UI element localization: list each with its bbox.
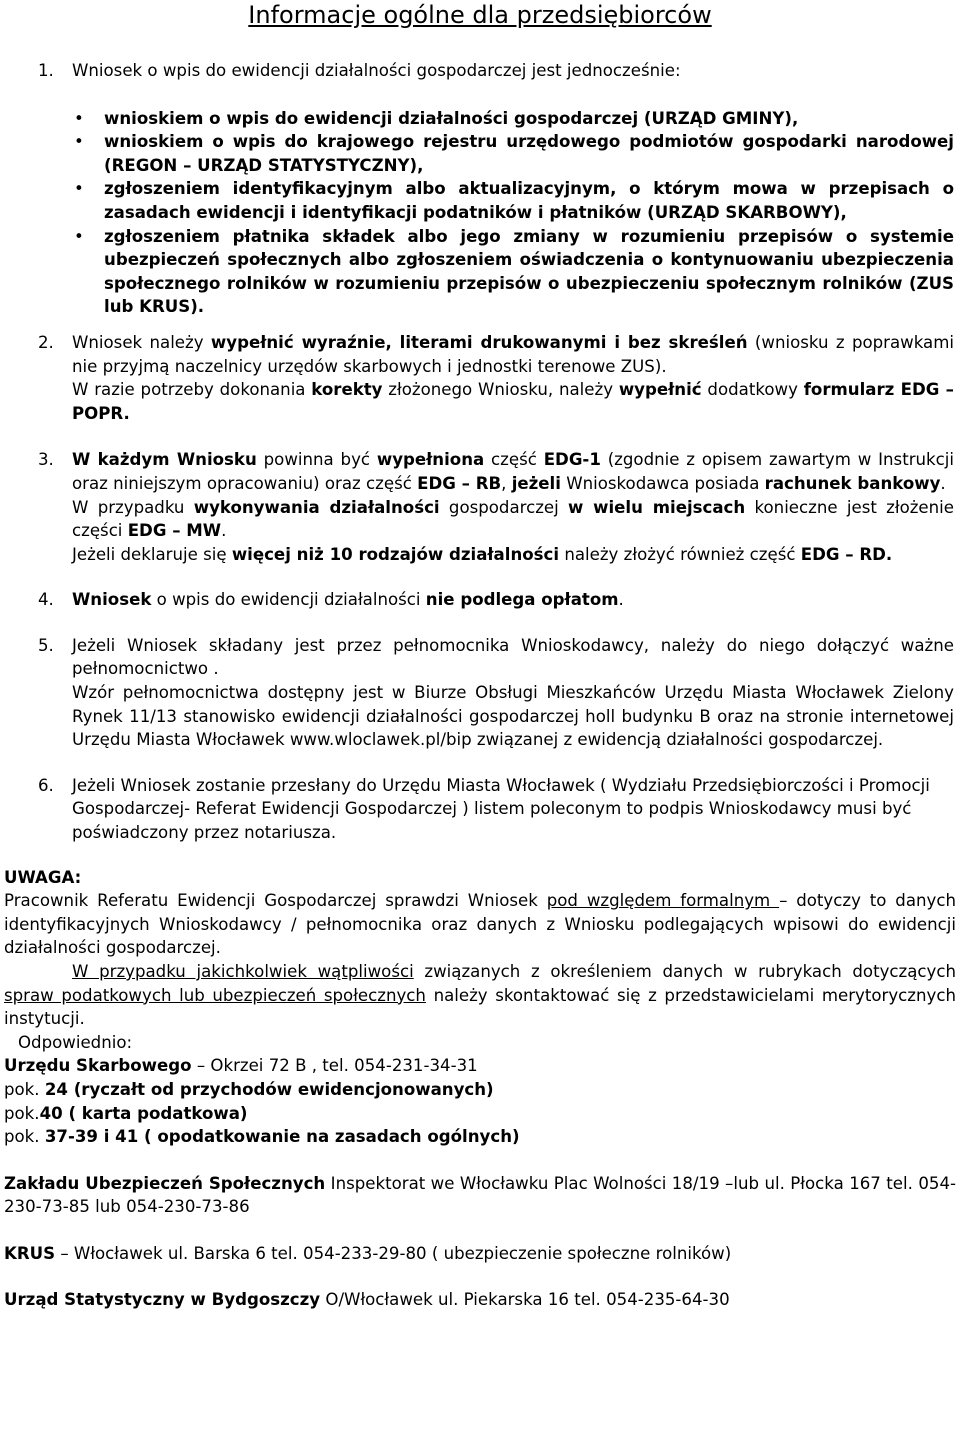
bullet-item: • wnioskiem o wpis do krajowego rejestru urzędowego podmiotów gospodarki narodowej (REGON – URZĄD STATYSTYCZNY), (74, 132, 954, 175)
section-number: 3. (38, 450, 54, 470)
uwaga-block (4, 866, 956, 1055)
uwaga-para-2: W przypadku jakichkolwiek wątpliwości związanych z określeniem danych w rubrykach dotyczących spraw podatkowych lub ubezpieczeń społecznych należy skontaktować się z przedstawicielami merytorycznych instytucji. (4, 962, 956, 1029)
bullet-dot-icon: • (74, 226, 84, 246)
page-title: Informacje ogólne dla przedsiębiorców (248, 1, 712, 29)
section-3-para-2: W przypadku wykonywania działalności gospodarczej w wielu miejscach konieczne jest złożenie części EDG – MW. (72, 497, 954, 541)
section-4-para: Wniosek o wpis do ewidencji działalności nie podlega opłatom. (72, 590, 624, 610)
uwaga-heading: UWAGA: (4, 867, 82, 887)
contact-pok-2: pok.40 ( karta podatkowa) (4, 1103, 248, 1123)
section-number: 2. (38, 332, 54, 352)
section-6-para: Jeżeli Wniosek zostanie przesłany do Urzędu Miasta Włocławek ( Wydziału Przedsiębiorczości i Promocji Gospodarczej- Referat Ewidencji Gospodarczej ) listem poleconym to podpis Wnioskodawcy musi być poświadczony przez notariusza. (72, 775, 930, 843)
bullet-item: • wnioskiem o wpis do ewidencji działalności gospodarczej (URZĄD GMINY), (4, 107, 956, 131)
section-6 (4, 774, 956, 845)
section-4 (4, 588, 956, 612)
section-number: 6. (38, 775, 54, 795)
bullet-dot-icon: • (74, 132, 84, 152)
contact-krus: KRUS – Włocławek ul. Barska 6 tel. 054-233-29-80 ( ubezpieczenie społeczne rolników) (4, 1243, 732, 1263)
uwaga-odpowiednio: Odpowiednio: (18, 1032, 133, 1052)
bullet-item: • zgłoszeniem płatnika składek albo jego zmiany w rozumieniu przepisów o systemie ubezpieczeń społecznych albo zgłoszeniem oświadczenia o kontynuowaniu ubezpieczenia społecznego rolników w rozumieniu przepisów o ubezpieczeniu społecznym rolników (ZUS lub KRUS). (74, 226, 954, 317)
contact-us: Urzędu Skarbowego – Okrzei 72 B , tel. 054-231-34-31 (4, 1056, 478, 1076)
uwaga-para-1: Pracownik Referatu Ewidencji Gospodarczej sprawdzi Wniosek pod względem formalnym – dotyczy to danych identyfikacyjnych Wnioskodawcy / pełnomocnika oraz danych z Wniosku podlegających wpisowi do ewidencji działalności gospodarczej. (4, 891, 956, 958)
section-1-intro: Wniosek o wpis do ewidencji działalności gospodarczej jest jednocześnie: (72, 61, 681, 80)
section-3-para-3: Jeżeli deklaruje się więcej niż 10 rodzajów działalności należy złożyć również część EDG – RD. (72, 544, 893, 564)
section-5 (4, 634, 956, 752)
section-2-para-1: Wniosek należy wypełnić wyraźnie, literami drukowanymi i bez skreśleń (wniosku z poprawkami nie przyjmą naczelnicy urzędów skarbowych i jednostki terenowe ZUS). (72, 332, 954, 376)
bullet-dot-icon: • (74, 108, 84, 128)
section-number: 1. (38, 61, 54, 80)
bullet-dot-icon: • (74, 179, 84, 199)
contacts-block (4, 1054, 956, 1311)
section-number: 5. (38, 635, 54, 655)
contact-zus: Zakładu Ubezpieczeń Społecznych Inspektorat we Włocławku Plac Wolności 18/19 –lub ul. Płocka 167 tel. 054-230-73-85 lub 054-230-73-86 (4, 1173, 956, 1217)
section-5-para-1: Jeżeli Wniosek składany jest przez pełnomocnika Wnioskodawcy, należy do niego dołączyć ważne pełnomocnictwo . (72, 635, 954, 679)
section-2 (4, 331, 956, 425)
contact-gus: Urząd Statystyczny w Bydgoszczy O/Włocławek ul. Piekarska 16 tel. 054-235-64-30 (4, 1289, 730, 1309)
contact-pok-1: pok. 24 (ryczałt od przychodów ewidencjonowanych) (4, 1079, 494, 1099)
section-1 (4, 59, 956, 83)
title-wrap (4, 0, 956, 38)
bullet-item: • zgłoszeniem identyfikacyjnym albo aktualizacyjnym, o którym mowa w przepisach o zasadach ewidencji i identyfikacji podatników i płatników (URZĄD SKARBOWY), (74, 179, 954, 222)
section-5-para-2: Wzór pełnomocnictwa dostępny jest w Biurze Obsługi Mieszkańców Urzędu Miasta Włocławek Zielony Rynek 11/13 stanowisko ewidencji działalności gospodarczej holl budynku B oraz na stronie internetowej Urzędu Miasta Włocławek www.wloclawek.pl/bip związanej z ewidencją działalności gospodarczej. (72, 683, 954, 750)
section-3 (4, 448, 956, 566)
section-3-para-1: W każdym Wniosku powinna być wypełniona część EDG-1 (zgodnie z opisem zawartym w Instrukcji oraz niniejszym opracowaniu) oraz część EDG – RB, jeżeli Wnioskodawca posiada rachunek bankowy. (72, 450, 954, 493)
section-2-para-2: W razie potrzeby dokonania korekty złożonego Wniosku, należy wypełnić dodatkowy formularz EDG – POPR. (72, 380, 954, 423)
contact-pok-3: pok. 37-39 i 41 ( opodatkowanie na zasadach ogólnych) (4, 1127, 520, 1147)
section-number: 4. (38, 590, 54, 610)
